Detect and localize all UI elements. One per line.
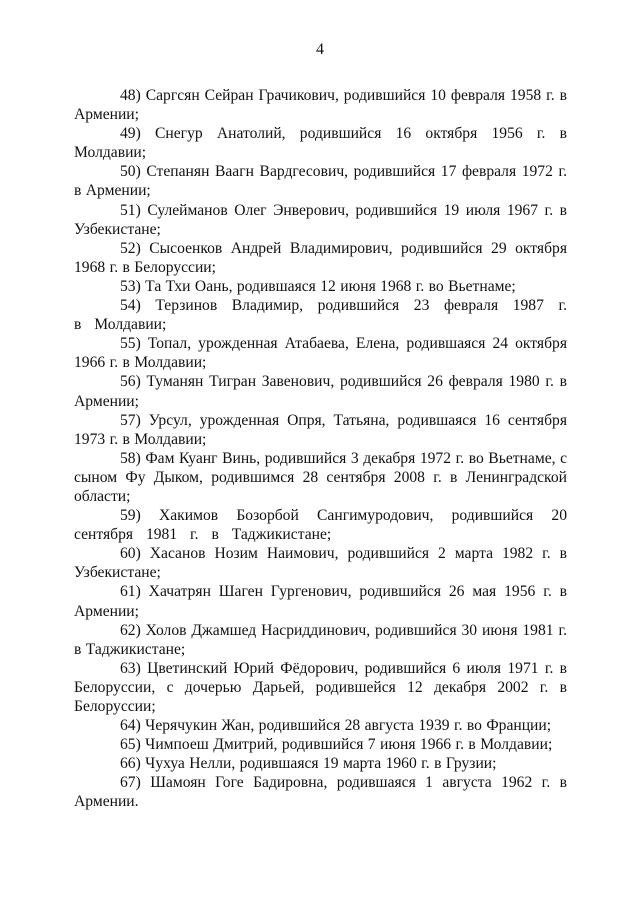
list-item: 65) Чимпоеш Дмитрий, родившийся 7 июня 1966 г. в Молдавии; xyxy=(120,736,553,754)
entries-list xyxy=(74,86,567,812)
list-item: 60) Хасанов Нозим Наимович, родившийся 2 марта 1982 г. в Узбекистане; xyxy=(74,545,567,582)
list-item: 62) Холов Джамшед Насриддинович, родившийся 30 июня 1981 г. в Таджикистане; xyxy=(74,621,567,658)
list-item: 52) Сысоенков Андрей Владимирович, родившийся 29 октября 1968 г. в Белоруссии; xyxy=(74,239,567,276)
list-item: 63) Цветинский Юрий Фёдорович, родившийся 6 июля 1971 г. в Белоруссии, с дочерью Дарьей, родившейся 12 декабря 2002 г. в Белоруссии; xyxy=(74,659,567,715)
list-item: 50) Степанян Ваагн Вардгесович, родившийся 17 февраля 1972 г. в Армении; xyxy=(74,163,567,200)
list-item: 58) Фам Куанг Винь, родившийся 3 декабря 1972 г. во Вьетнаме, с сыном Фу Дыком, родившимся 28 сентября 2008 г. в Ленинградской области; xyxy=(74,449,567,505)
list-item: 53) Та Тхи Оань, родившаяся 12 июня 1968 г. во Вьетнаме; xyxy=(120,277,516,295)
list-item: 55) Топал, урожденная Атабаева, Елена, родившаяся 24 октября 1966 г. в Молдавии; xyxy=(74,335,567,372)
list-item: 48) Саргсян Сейран Грачикович, родившийся 10 февраля 1958 г. в Армении; xyxy=(74,87,567,124)
list-item: 61) Хачатрян Шаген Гургенович, родившийся 26 мая 1956 г. в Армении; xyxy=(74,583,567,620)
list-item: 49) Снегур Анатолий, родившийся 16 октября 1956 г. в Молдавии; xyxy=(74,125,567,162)
list-item: 64) Черячукин Жан, родившийся 28 августа 1939 г. во Франции; xyxy=(120,717,552,735)
list-item: 51) Сулейманов Олег Энверович, родившийся 19 июля 1967 г. в Узбекистане; xyxy=(74,201,567,238)
page-number: 4 xyxy=(316,41,324,58)
list-item: 56) Туманян Тигран Завенович, родившийся 26 февраля 1980 г. в Армении; xyxy=(74,373,567,410)
list-item: 67) Шамоян Гоге Бадировна, родившаяся 1 августа 1962 г. в Армении. xyxy=(74,774,567,811)
list-item: 66) Чухуа Нелли, родившаяся 19 марта 1960 г. в Грузии; xyxy=(120,755,497,773)
list-item: 57) Урсул, урожденная Опря, Татьяна, родившаяся 16 сентября 1973 г. в Молдавии; xyxy=(74,411,567,448)
list-item: 59) Хакимов Бозорбой Сангимуродович, родившийся 20 сентября 1981 г. в Таджикистане; xyxy=(74,507,567,544)
list-item: 54) Терзинов Владимир, родившийся 23 февраля 1987 г. в Молдавии; xyxy=(74,297,567,334)
